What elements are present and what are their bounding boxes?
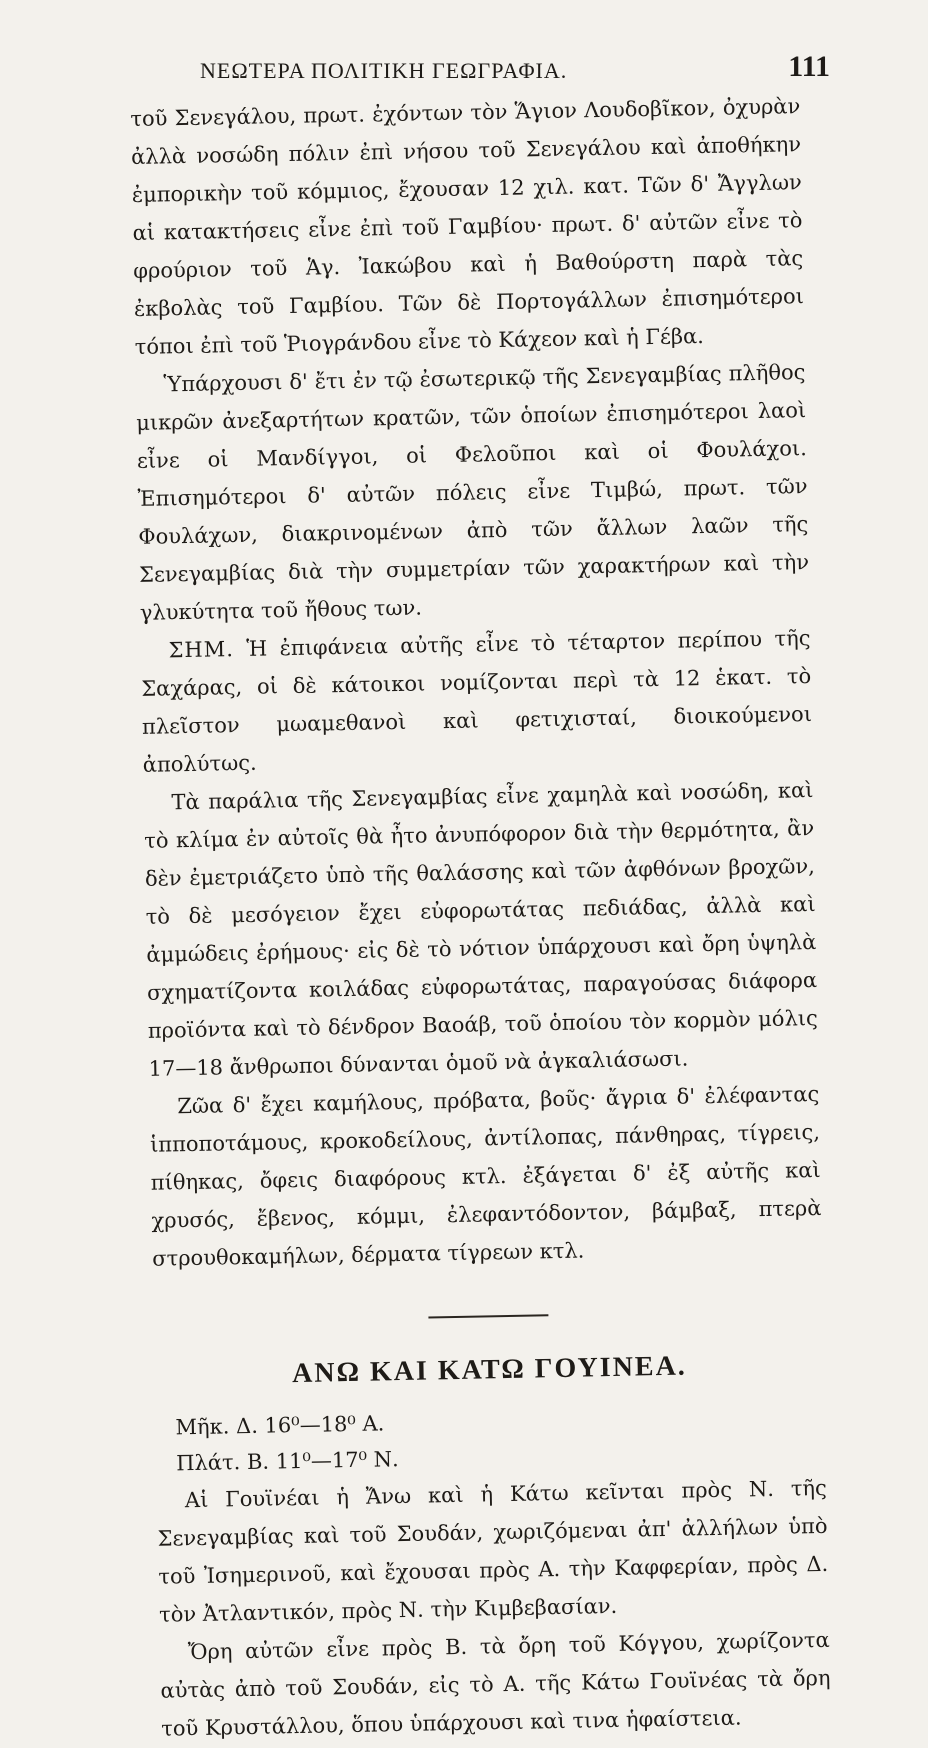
running-head — [150, 50, 830, 90]
paragraph-climate: Τὰ παράλια τῆς Σενεγαμβίας εἶνε χαμηλὰ καὶ νοσώδη, καὶ τὸ κλίμα ἐν αὐτοῖς θὰ ἦτο ἀνυπόφορον διὰ τὴν θερμότητα, ἂν δὲν ἐμετριάζετο ὑπὸ τῆς θαλάσσης καὶ τῶν ἀφθόνων βροχῶν, τὸ δὲ μεσόγειον ἔχει εὐφορωτάτας πεδιάδας, ἀλλὰ καὶ ἀμμώδεις ἐρήμους· εἰς δὲ τὸ νότιον ὑπάρχουσι καὶ ὄρη ὑψηλὰ σχηματίζοντα κοιλάδας εὐφορωτάτας, παραγούσας διάφορα προϊόντα καὶ τὸ δένδρον Βαοάβ, τοῦ ὁποίου τὸν κορμὸν μόλις 17—18 ἄνθρωποι δύνανται ὁμοῦ νὰ ἀγκαλιάσωσι. — [143, 778, 818, 1081]
paragraph-guinea-location: Αἱ Γουϊνέαι ἡ Ἄνω καὶ ἡ Κάτω κεῖνται πρὸς Ν. τῆς Σενεγαμβίας καὶ τοῦ Σουδάν, χωριζόμεναι ἀπ' ἀλλήλων ὑπὸ τοῦ Ἰσημερινοῦ, καὶ ἔχουσαι πρὸς Α. τὴν Καφφερίαν, πρὸς Δ. τὸν Ἀτλαντικόν, πρὸς Ν. τὴν Κιμβεβασίαν. — [157, 1475, 829, 1627]
note-paragraph — [140, 619, 813, 784]
paragraph-fauna-exports: Ζῶα δ' ἔχει καμήλους, πρόβατα, βοῦς· ἄγρια δ' ἐλέφαντας ἱπποποτάμους, κροκοδείλους, ἀντίλοπας, πάνθηρας, τίγρεις, πίθηκας, ὄφεις διαφόρους κτλ. ἐξάγεται δ' ἐξ αὐτῆς καὶ χρυσός, ἔβενος, κόμμι, ἐλεφαντόδοντον, βάμβαξ, πτερὰ στρουθοκαμήλων, δέρματα τίγρεων κτλ. — [149, 1081, 822, 1271]
paragraph-interior-peoples: Ὑπάρχουσι δ' ἔτι ἐν τῷ ἐσωτερικῷ τῆς Σενεγαμβίας πλῆθος μικρῶν ἀνεξαρτήτων κρατῶν, τῶν ὁποίων ἐπισημότεροι λαοὶ εἶνε οἱ Μανδίγγοι, οἱ Φελοῦποι καὶ οἱ Φουλάχοι. Ἐπισημότεροι δ' αὐτῶν πόλεις εἶνε Τιμβώ, πρωτ. τῶν Φουλάχων, διακρινομένων ἀπὸ τῶν ἄλλων λαῶν τῆς Σενεγαμβίας διὰ τὴν συμμετρίαν τῶν χαρακτήρων καὶ τὴν γλυκύτητα τοῦ ἤθους των. — [135, 360, 810, 625]
section-heading: ΑΝΩ ΚΑΙ ΚΑΤΩ ΓΟΥΙΝΕΑ. — [291, 1350, 688, 1390]
page-number: 111 — [788, 50, 830, 83]
body-text — [130, 87, 832, 1748]
paragraph-senegal-colonies: τοῦ Σενεγάλου, πρωτ. ἐχόντων τὸν Ἅγιον Λουδοβῖκον, ὀχυρὰν ἀλλὰ νοσώδη πόλιν ἐπὶ νήσου τοῦ Σενεγάλου καὶ ἀποθήκην ἐμπορικὴν τοῦ κόμμιος, ἔχουσαν 12 χιλ. κατ. Τῶν δ' Ἄγγλων αἱ κατακτήσεις εἶνε ἐπὶ τοῦ Γαμβίου· πρωτ. δ' αὐτῶν εἶνε τὸ φρούριον τοῦ Ἁγ. Ἰακώβου καὶ ἡ Βαθούρστη παρὰ τὰς ἐκβολὰς τοῦ Γαμβίου. Τῶν δὲ Πορτογάλλων ἐπισημότεροι τόποι ἐπὶ τοῦ Ῥιογράνδου εἶνε τὸ Κάχεον καὶ ἡ Γέβα. — [130, 94, 805, 359]
longitude-line: Μῆκ. Δ. 16⁰—18⁰ Α. — [175, 1411, 385, 1440]
note-label: ΣΗΜ. — [168, 637, 235, 663]
latitude-line: Πλάτ. Β. 11⁰—17⁰ Ν. — [175, 1447, 399, 1476]
section-divider — [428, 1314, 548, 1318]
running-title: ΝΕΩΤΕΡΑ ΠΟΛΙΤΙΚΗ ΓΕΩΓΡΑΦΙΑ. — [200, 58, 568, 83]
paragraph-guinea-mountains: Ὄρη αὐτῶν εἶνε πρὸς Β. τὰ ὄρη τοῦ Κόγγου, χωρίζοντα αὐτὰς ἀπὸ τοῦ Σουδάν, εἰς τὸ Α. τῆς Κάτω Γουϊνέας τὰ ὄρη τοῦ Κρυστάλλου, ὅπου ὑπάρχουσι καὶ τινα ἡφαίστεια. — [160, 1627, 831, 1741]
note-text: Ἡ ἐπιφάνεια αὐτῆς εἶνε τὸ τέταρτον περίπου τῆς Σαχάρας, οἱ δὲ κάτοικοι νομίζονται περὶ τὰ 12 ἑκατ. τὸ πλεῖστον μωαμεθανοὶ καὶ φετιχισταί, διοικούμενοι ἀπολύτως. — [141, 626, 813, 777]
